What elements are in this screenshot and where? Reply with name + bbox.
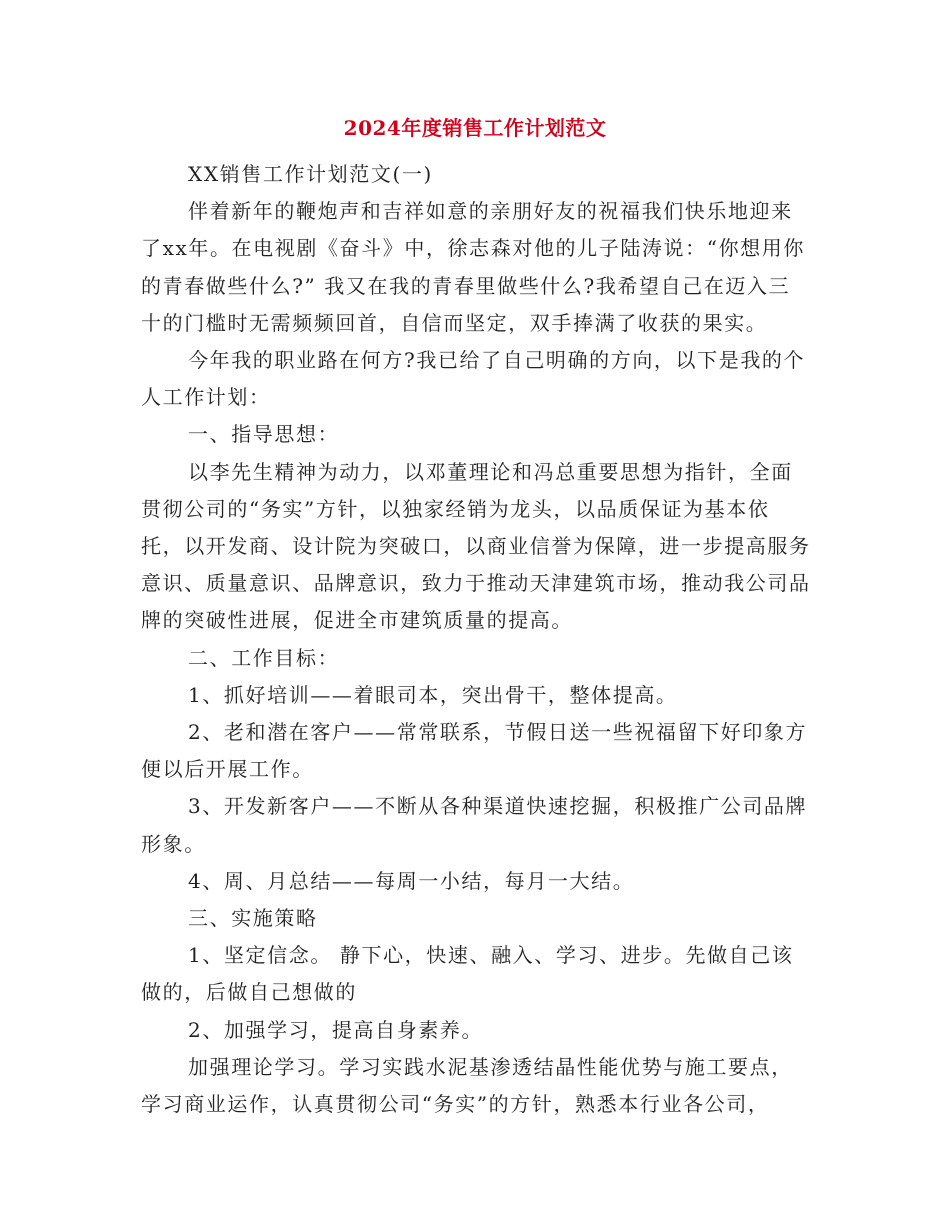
heading-guiding-ideology: 一、指导思想： — [188, 422, 340, 447]
document-body — [141, 156, 811, 1123]
heading-strategy: 三、实施策略 — [188, 906, 318, 931]
heading-work-goals: 二、工作目标： — [188, 645, 340, 670]
goal-item-2: 2、老和潜在客户——常常联系，节假日送一些祝福留下好印象方便以后开展工作。 — [141, 720, 808, 782]
paragraph-guiding-ideology: 以李先生精神为动力，以邓董理论和冯总重要思想为指针，全面贯彻公司的“务实”方针，以独家经销为龙头，以品质保证为基本依托，以开发商、设计院为突破口，以商业信誉为保障，进一步提高服务意识、质量意识、品牌意识，致力于推动天津建筑市场，推动我公司品牌的突破性进展，促进全市建筑质量的提高。 — [141, 459, 811, 633]
paragraph-section-heading: XX销售工作计划范文(一) — [188, 162, 433, 186]
goal-item-4: 4、周、月总结——每周一小结，每月一大结。 — [188, 868, 635, 893]
strategy-item-2: 2、加强学习，提高自身素养。 — [188, 1017, 484, 1042]
paragraph-intro: 伴着新年的鞭炮声和吉祥如意的亲朋好友的祝福我们快乐地迎来了xx年。在电视剧《奋斗》中，徐志森对他的儿子陆涛说：“你想用你的青春做些什么?” 我又在我的青春里做些什么?我希望自己在迈入三十的门槛时无需频频回首，自信而坚定，双手捧满了收获的果实。 — [141, 199, 805, 335]
paragraph-theory-study: 加强理论学习。学习实践水泥基渗透结晶性能优势与施工要点，学习商业运作，认真贯彻公司“务实”的方针，熟悉本行业各公司， — [141, 1054, 793, 1117]
paragraph-career-direction: 今年我的职业路在何方?我已给了自己明确的方向，以下是我的个人工作计划： — [141, 348, 806, 410]
goal-item-1: 1、抓好培训——着眼司本，突出骨干，整体提高。 — [188, 682, 678, 707]
goal-item-3: 3、开发新客户——不断从各种渠道快速挖掘，积极推广公司品牌形象。 — [141, 794, 808, 856]
strategy-item-1: 1、坚定信念。 静下心，快速、融入、学习、进步。先做自己该做的，后做自己想做的 — [141, 943, 794, 1005]
document-title: 2024年度销售工作计划范文 — [343, 116, 607, 140]
